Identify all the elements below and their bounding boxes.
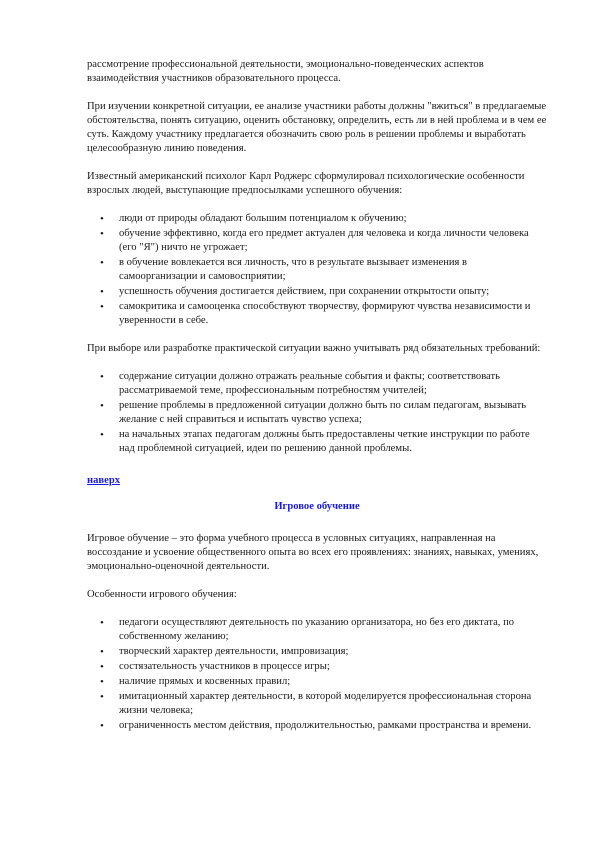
features-list xyxy=(87,616,547,733)
list-item: • наличие прямых и косвенных правил; xyxy=(119,675,547,689)
list-item: • обучение эффективно, когда его предмет актуален для человека и когда личности человека (его "Я") ничто не угрожает; xyxy=(119,227,547,255)
requirements-paragraph: При выборе или разработке практической ситуации важно учитывать ряд обязательных требований: xyxy=(87,343,541,354)
list-item: • ограниченность местом действия, продолжительностью, рамками пространства и времени. xyxy=(119,719,547,733)
case-study-paragraph: При изучении конкретной ситуации, ее анализе участники работы должны "вжиться" в предлагаемые обстоятельства, понять ситуацию, оценить обстановку, определить, есть ли в ней проблема и в чем ее суть. Каждому участнику предлагается обозначить свою роль в решении проблемы и выработать целесообразную линию поведения. xyxy=(87,101,547,154)
document-body xyxy=(87,58,547,747)
list-item: • успешность обучения достигается действием, при сохранении открытости опыту; xyxy=(119,285,547,299)
rogers-paragraph: Известный американский психолог Карл Роджерс сформулировал психологические особенности взрослых людей, выступающие предпосылками успешного обучения: xyxy=(87,171,525,196)
features-paragraph: Особенности игрового обучения: xyxy=(87,589,237,600)
back-to-top-link[interactable]: наверх xyxy=(87,475,121,486)
game-learning-paragraph: Игровое обучение – это форма учебного процесса в условных ситуациях, направленная на воссоздание и усвоение общественного опыта во всех его проявлениях: знаниях, навыках, умениях, эмоционально-оценочной деятельности. xyxy=(87,533,539,572)
requirements-list xyxy=(87,370,547,456)
list-item: • творческий характер деятельности, импровизация; xyxy=(119,645,547,659)
list-item: • решение проблемы в предложенной ситуации должно быть по силам педагогам, вызывать желание с ней справиться и испытать чувство успеха; xyxy=(119,399,547,427)
list-item: • состязательность участников в процессе игры; xyxy=(119,660,547,674)
list-item: • имитационный характер деятельности, в которой моделируется профессиональная сторона жизни человека; xyxy=(119,690,547,718)
list-item: • содержание ситуации должно отражать реальные события и факты; соответствовать рассматриваемой теме, профессиональным потребностям учителей; xyxy=(119,370,547,398)
intro-paragraph: рассмотрение профессиональной деятельности, эмоционально-поведенческих аспектов взаимодействия участников образовательного процесса. xyxy=(87,59,484,84)
list-item: • люди от природы обладают большим потенциалом к обучению; xyxy=(119,212,547,226)
section-heading: Игровое обучение xyxy=(274,501,360,512)
list-item: • в обучение вовлекается вся личность, что в результате вызывает изменения в самоорганизации и самовосприятии; xyxy=(119,256,547,284)
list-item: • на начальных этапах педагогам должны быть предоставлены четкие инструкции по работе над проблемной ситуацией, идеи по решению данной проблемы. xyxy=(119,428,547,456)
list-item: • самокритика и самооценка способствуют творчеству, формируют чувства независимости и уверенности в себе. xyxy=(119,300,547,328)
rogers-list xyxy=(87,212,547,328)
list-item: • педагоги осуществляют деятельность по указанию организатора, но без его диктата, по собственному желанию; xyxy=(119,616,547,644)
